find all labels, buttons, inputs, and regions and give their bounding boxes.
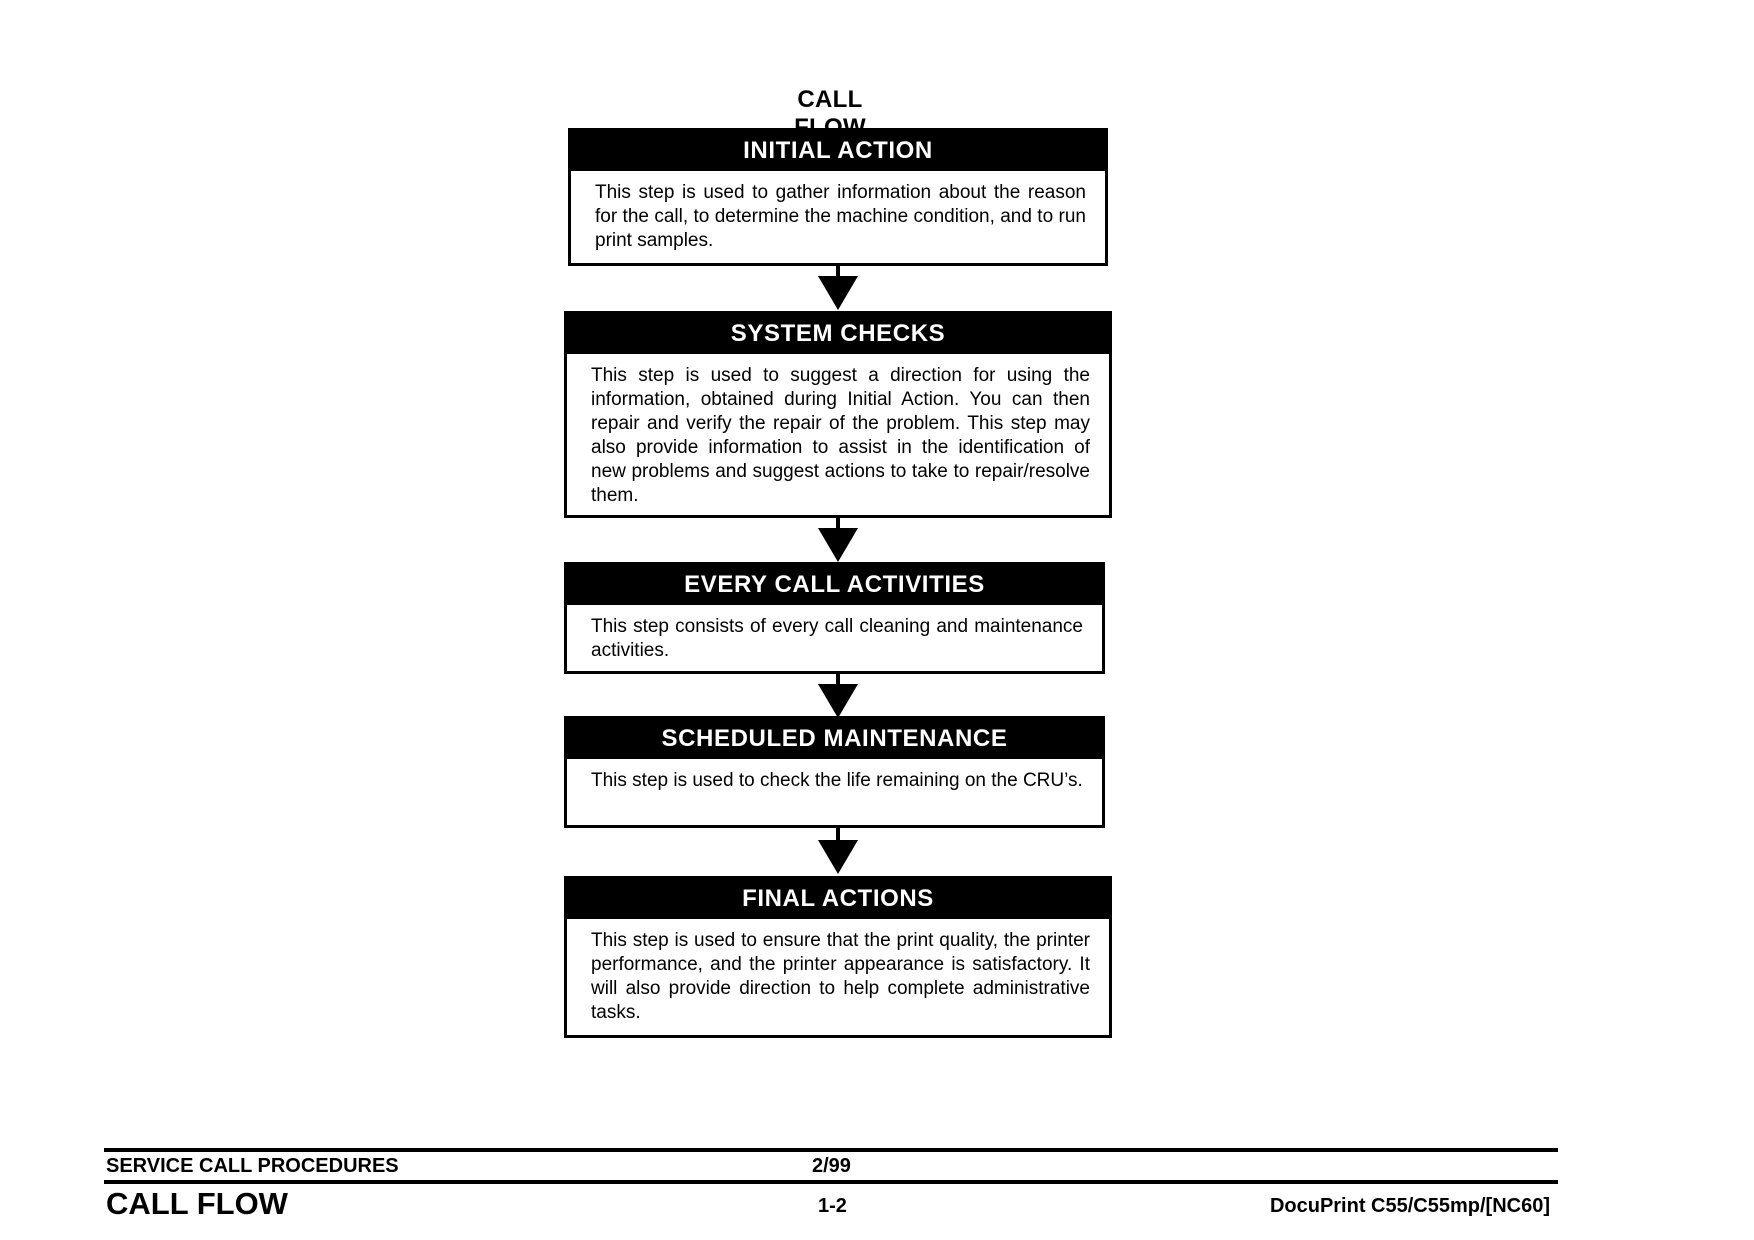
flow-arrow-down-icon — [818, 828, 858, 876]
step-header: SCHEDULED MAINTENANCE — [567, 719, 1102, 759]
footer-section-title: SERVICE CALL PROCEDURES — [106, 1155, 399, 1177]
flow-step-every-call-activities — [564, 562, 1105, 674]
footer-top-rule — [104, 1148, 1558, 1152]
step-header: SYSTEM CHECKS — [567, 314, 1109, 354]
step-header: INITIAL ACTION — [571, 131, 1105, 171]
footer-chapter-title: CALL FLOW — [106, 1186, 288, 1221]
page-title: CALL — [797, 86, 863, 113]
flow-step-initial-action — [568, 128, 1108, 266]
footer-product-name: DocuPrint C55/C55mp/[NC60] — [1269, 1195, 1550, 1217]
flow-arrow-down-icon — [818, 518, 858, 562]
flow-step-scheduled-maintenance — [564, 716, 1105, 828]
flow-step-system-checks — [564, 311, 1112, 518]
step-description: This step is used to suggest a direction for using the information, obtained during Initial Action. You can then repair and verify the repair of the problem. This step may also provide information to assist in the identification of new problems and suggest actions to take to repair/resolve them. — [591, 365, 1090, 506]
step-description: This step is used to ensure that the print quality, the printer performance, and the printer appearance is satisfactory. It will also provide direction to help complete administrative tasks. — [591, 930, 1090, 1023]
flow-arrow-down-icon — [818, 674, 858, 718]
step-description: This step is used to gather information about the reason for the call, to determine the machine condition, and to run print samples. — [595, 182, 1086, 251]
flow-step-final-actions — [564, 876, 1112, 1038]
step-header: FINAL ACTIONS — [567, 879, 1109, 919]
footer-page-number: 1-2 — [818, 1195, 847, 1217]
footer-date: 2/99 — [812, 1155, 851, 1177]
step-description: This step consists of every call cleaning and maintenance activities. — [591, 616, 1083, 661]
footer-bottom-rule — [104, 1180, 1558, 1184]
flow-arrow-down-icon — [818, 266, 858, 310]
step-description: This step is used to check the life remaining on the CRU’s. — [591, 770, 1083, 791]
step-header: EVERY CALL ACTIVITIES — [567, 565, 1102, 605]
